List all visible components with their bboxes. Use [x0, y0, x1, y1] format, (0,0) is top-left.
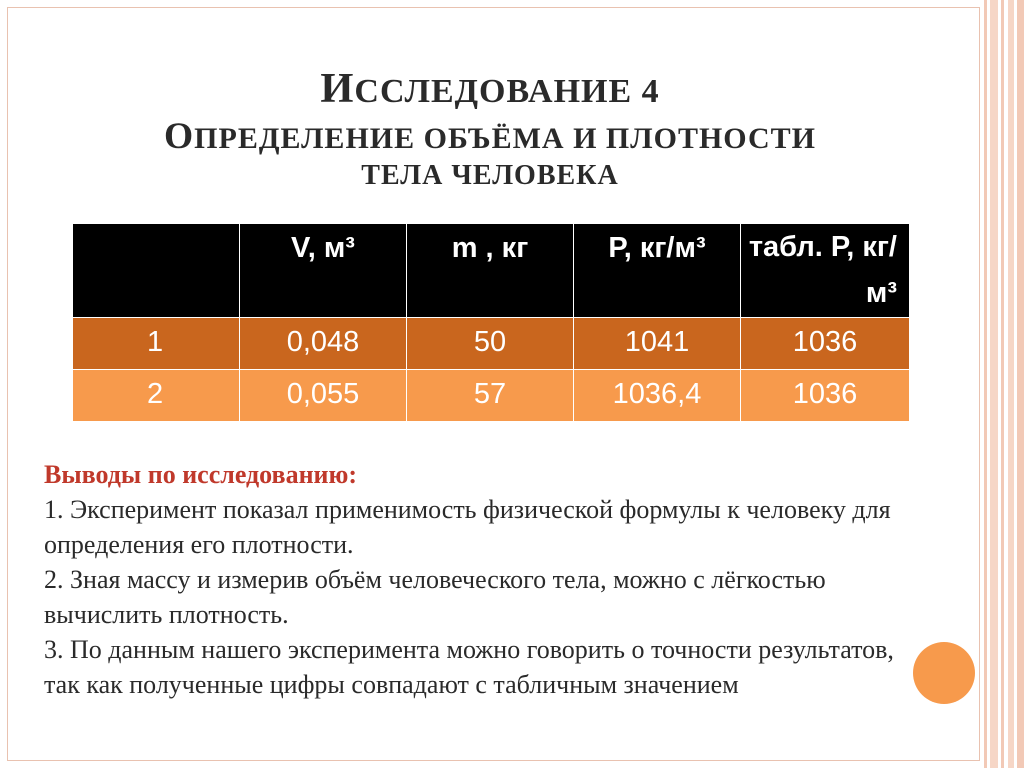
decor-stripe [990, 0, 998, 768]
header-cell-index [73, 224, 240, 318]
decor-stripe [1001, 0, 1004, 768]
conclusions-block [44, 457, 924, 702]
header-cell-volume: V, м³ [240, 224, 407, 318]
density-table [72, 223, 910, 422]
cell-volume: 0,048 [240, 318, 407, 370]
row-index: 1 [73, 318, 240, 370]
slide-title-line1 [60, 64, 920, 113]
cell-density: 1041 [574, 318, 741, 370]
cell-mass: 50 [407, 318, 574, 370]
cell-mass: 57 [407, 370, 574, 422]
decor-stripe [1008, 0, 1014, 768]
decor-circle [913, 642, 975, 704]
title-rest: ПРЕДЕЛЕНИЕ ОБЪЁМА И ПЛОТНОСТИ [194, 122, 817, 155]
header-cell-mass: m , кг [407, 224, 574, 318]
slide-title-line3: ТЕЛА ЧЕЛОВЕКА [361, 160, 619, 191]
decor-stripe [984, 0, 987, 768]
table-row [73, 318, 910, 370]
cell-table-density: 1036 [741, 318, 910, 370]
conclusion-item: 3. По данным нашего эксперимента можно говорить о точности результатов, так как полученные цифры совпадают с табличным значением [44, 635, 894, 699]
decor-stripe [1017, 0, 1024, 768]
table-header-row [73, 224, 910, 318]
table-row [73, 370, 910, 422]
cell-volume: 0,055 [240, 370, 407, 422]
cell-table-density: 1036 [741, 370, 910, 422]
title-initial: О [163, 116, 195, 157]
title-rest: ССЛЕДОВАНИЕ 4 [354, 73, 660, 110]
conclusion-item: 1. Эксперимент показал применимость физической формулы к человеку для определения его плотности. [44, 495, 891, 559]
title-initial: И [320, 65, 355, 112]
row-index: 2 [73, 370, 240, 422]
header-cell-density: Р, кг/м³ [574, 224, 741, 318]
conclusion-item: 2. Зная массу и измерив объём человеческого тела, можно с лёгкостью вычислить плотность. [44, 565, 826, 629]
conclusions-heading: Выводы по исследованию: [44, 460, 358, 489]
cell-density: 1036,4 [574, 370, 741, 422]
header-cell-table-density: табл. Р, кг/м³ [741, 224, 910, 318]
slide-title-line2 [60, 115, 920, 158]
